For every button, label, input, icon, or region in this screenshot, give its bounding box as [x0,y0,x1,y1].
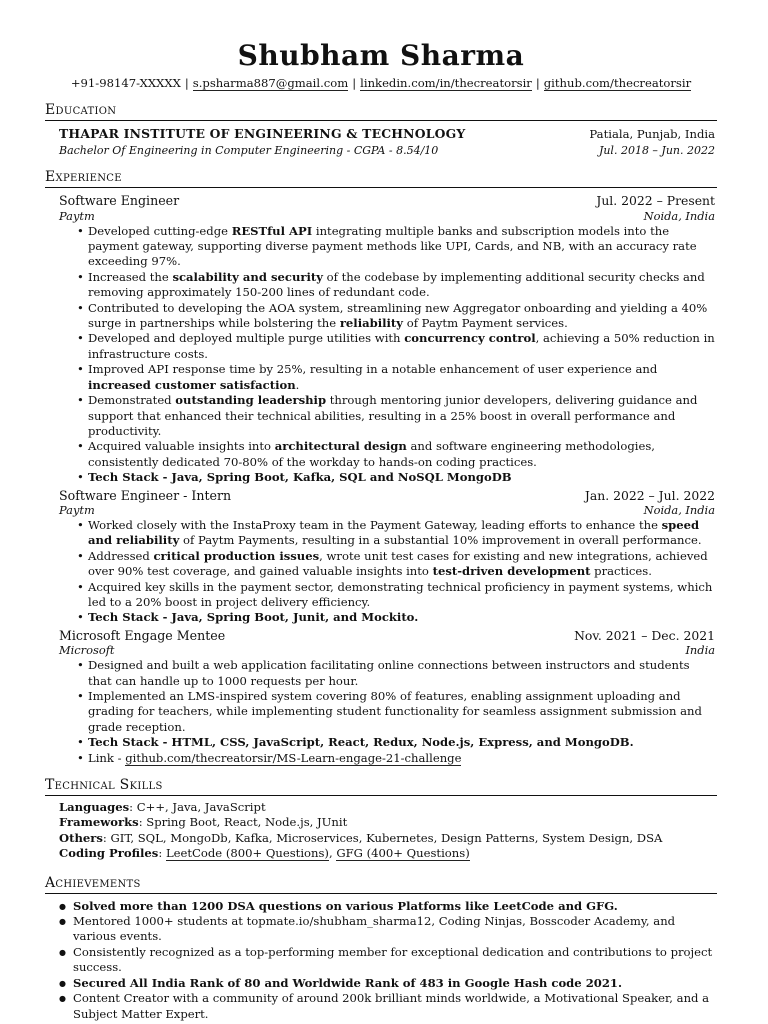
bullet-text: Increased the [88,269,173,284]
skills-heading: Technical Skills [45,776,717,796]
job-bullets [59,224,715,486]
bullet-item [88,301,715,332]
bullet-text: Contributed to developing the AOA system, streamlining new Aggregator onboarding and yielding a 40% surge in partnerships while bolstering the [88,300,708,331]
bullet-item [88,439,715,470]
bullet-item [88,331,715,362]
bullet-text: Developed cutting-edge [88,223,232,238]
bullet-text: Addressed [88,548,154,563]
bold-text: Tech Stack - HTML, CSS, JavaScript, React, Redux, Node.js, Express, and MongoDB. [88,735,634,750]
bold-text: scalability and security [172,269,323,284]
job-bullets [59,518,715,626]
job-entry [45,628,717,766]
job-entry [45,488,717,626]
education-heading: Education [45,101,717,121]
bullet-item [88,549,715,580]
bullet-text: and software engineering methodologies, consistently dedicated 70-80% of the workday to hands-on coding practices. [88,439,655,469]
job-role: Software Engineer [59,193,180,209]
bold-text: outstanding leadership [175,393,327,408]
bullet-text: Designed and built a web application facilitating online connections between instructors and students that can handle up to 1000 requests per hour. [88,658,690,688]
school-location: Patiala, Punjab, India [589,127,715,142]
bullet-text: Content Creator with a community of around 200k brilliant minds worldwide, a Motivational Speaker, and a Subject Matter Expert. [73,991,710,1021]
resume-page [45,40,717,1022]
project-link[interactable]: github.com/thecreatorsir/MS-Learn-engage-21-challenge [125,750,462,765]
skills-frameworks [59,815,717,830]
bold-text: speed and reliability [88,517,700,548]
job-bullets [59,658,715,766]
skills-value: : Spring Boot, React, Node.js, JUnit [138,815,348,830]
bold-text: concurrency control [404,331,536,346]
gfg-link[interactable]: GFG (400+ Questions) [336,846,470,861]
bullet-item [88,658,715,689]
bullet-text: Improved API response time by 25%, resulting in a notable enhancement of user experience and [88,362,658,377]
linkedin-link[interactable]: linkedin.com/in/thecreatorsir [360,76,532,90]
bullet-item [88,470,715,485]
experience-heading: Experience [45,168,717,188]
bullet-item [73,914,717,945]
bullet-text: through mentoring junior developers, delivering guidance and support that enhanced their technical abilities, resulting in a 25% boost in overall performance and productivity. [88,393,698,438]
job-company: Microsoft [59,643,115,658]
bullet-item [88,362,715,393]
education-entry [45,126,717,158]
bullet-text: Worked closely with the InstaProxy team in the Payment Gateway, leading efforts to enhance the [88,517,662,532]
bold-text: architectural design [274,439,407,454]
skills-label: Frameworks [59,815,139,830]
bullet-item [73,976,717,991]
bullet-text: , wrote unit test cases for existing and new integrations, achieved over 90% test coverage, and gained valuable insights into [88,548,708,579]
bullet-item [88,610,715,625]
bullet-text: Acquired valuable insights into [88,439,275,454]
job-location: Noida, India [643,208,715,223]
bullet-text: Consistently recognized as a top-performing member for exceptional dedication and contributions to project success. [73,944,713,975]
bullet-item [88,689,715,735]
achievements-list [45,899,717,1022]
bullet-item [73,899,717,914]
skills-value: : GIT, SQL, MongoDb, Kafka, Microservices, Kubernetes, Design Patterns, System Design, DSA [102,830,663,845]
bold-text: Tech Stack - Java, Spring Boot, Junit, and Mockito. [88,610,419,625]
bold-text: RESTful API [231,223,313,238]
job-role: Microsoft Engage Mentee [59,627,226,643]
skills-languages [59,800,717,815]
bold-text: Tech Stack - Java, Spring Boot, Kafka, SQL and NoSQL MongoDB [88,470,512,485]
leetcode-link[interactable]: LeetCode (800+ Questions) [165,846,329,861]
bullet-text: Acquired key skills in the payment sector, demonstrating technical proficiency in payment systems, which led to a 20% boost in project delivery efficiency. [88,579,713,609]
job-company: Paytm [59,208,95,223]
job-dates: Jan. 2022 – Jul. 2022 [584,487,715,503]
degree: Bachelor Of Engineering in Computer Engineering - CGPA - 8.54/10 [59,143,439,157]
bold-text: reliability [339,316,404,331]
achievements-heading: Achievements [45,874,717,894]
bullet-item [88,270,715,301]
skills-label: Languages [59,800,130,815]
skills-others [59,831,717,846]
bullet-item [88,224,715,270]
separator: : [158,846,166,861]
job-dates: Jul. 2022 – Present [596,193,715,209]
bullet-item [88,518,715,549]
job-dates: Nov. 2021 – Dec. 2021 [574,627,715,643]
skills-label: Others [59,830,103,845]
email-link[interactable]: s.psharma887@gmail.com [192,76,349,90]
bullet-item [73,945,717,976]
bullet-item [73,991,717,1022]
bullet-text: Developed and deployed multiple purge utilities with [88,331,405,346]
github-link[interactable]: github.com/thecreatorsir [543,76,692,90]
job-location: India [685,643,715,658]
bold-text: critical production issues [153,548,320,563]
bullet-text: , achieving a 50% reduction in infrastructure costs. [88,331,715,361]
skills-value: : C++, Java, JavaScript [129,800,266,815]
bullet-text: Mentored 1000+ students at topmate.io/shubham_sharma12, Coding Ninjas, Bosscoder Academy, and various events. [73,914,676,944]
bullet-item [88,393,715,439]
job-entry [45,193,717,485]
separator: | [535,76,540,90]
bullet-text: integrating multiple banks and subscription models into the payment gateway, supporting diverse payment methods like UPI, Cards, and NB, with an accuracy rate exceeding 97%. [88,223,697,269]
bullet-text: of the codebase by implementing additional security checks and removing approximately 150-200 lines of redundant code. [88,269,705,300]
skills-coding-profiles [59,846,717,861]
education-dates: Jul. 2018 – Jun. 2022 [598,143,715,157]
separator: | [184,76,189,90]
job-location: Noida, India [643,502,715,517]
bullet-text: . [295,377,300,392]
school-name: THAPAR INSTITUTE OF ENGINEERING & TECHNOLOGY [59,126,466,142]
bullet-text: Demonstrated [88,393,176,408]
bold-text: Solved more than 1200 DSA questions on various Platforms like LeetCode and GFG. [73,898,618,913]
bullet-text: practices. [590,564,652,579]
bullet-text: Link - [88,750,126,765]
job-role: Software Engineer - Intern [59,487,232,503]
skills-list [45,800,717,862]
bullet-item [88,751,715,766]
bullet-text: Implemented an LMS-inspired system covering 80% of features, enabling assignment uploading and grading for teachers, while implementing student functionality for seamless assignment submission and grade reception. [88,689,702,734]
bold-text: increased customer satisfaction [88,377,296,392]
candidate-name: Shubham Sharma [237,39,525,72]
bullet-text: of Paytm Payment services. [403,316,568,331]
bullet-item [88,735,715,750]
bold-text: test-driven development [432,564,591,579]
bullet-text: of Paytm Payments, resulting in a substantial 10% improvement in overall performance. [179,533,702,548]
separator: , [328,846,337,861]
skills-label: Coding Profiles [59,846,159,861]
bold-text: Secured All India Rank of 80 and Worldwide Rank of 483 in Google Hash code 2021. [73,975,623,990]
contact-line [45,76,717,91]
separator: | [352,76,357,90]
job-company: Paytm [59,502,95,517]
phone-number: +91-98147-XXXXX [70,76,181,90]
bullet-item [88,580,715,611]
